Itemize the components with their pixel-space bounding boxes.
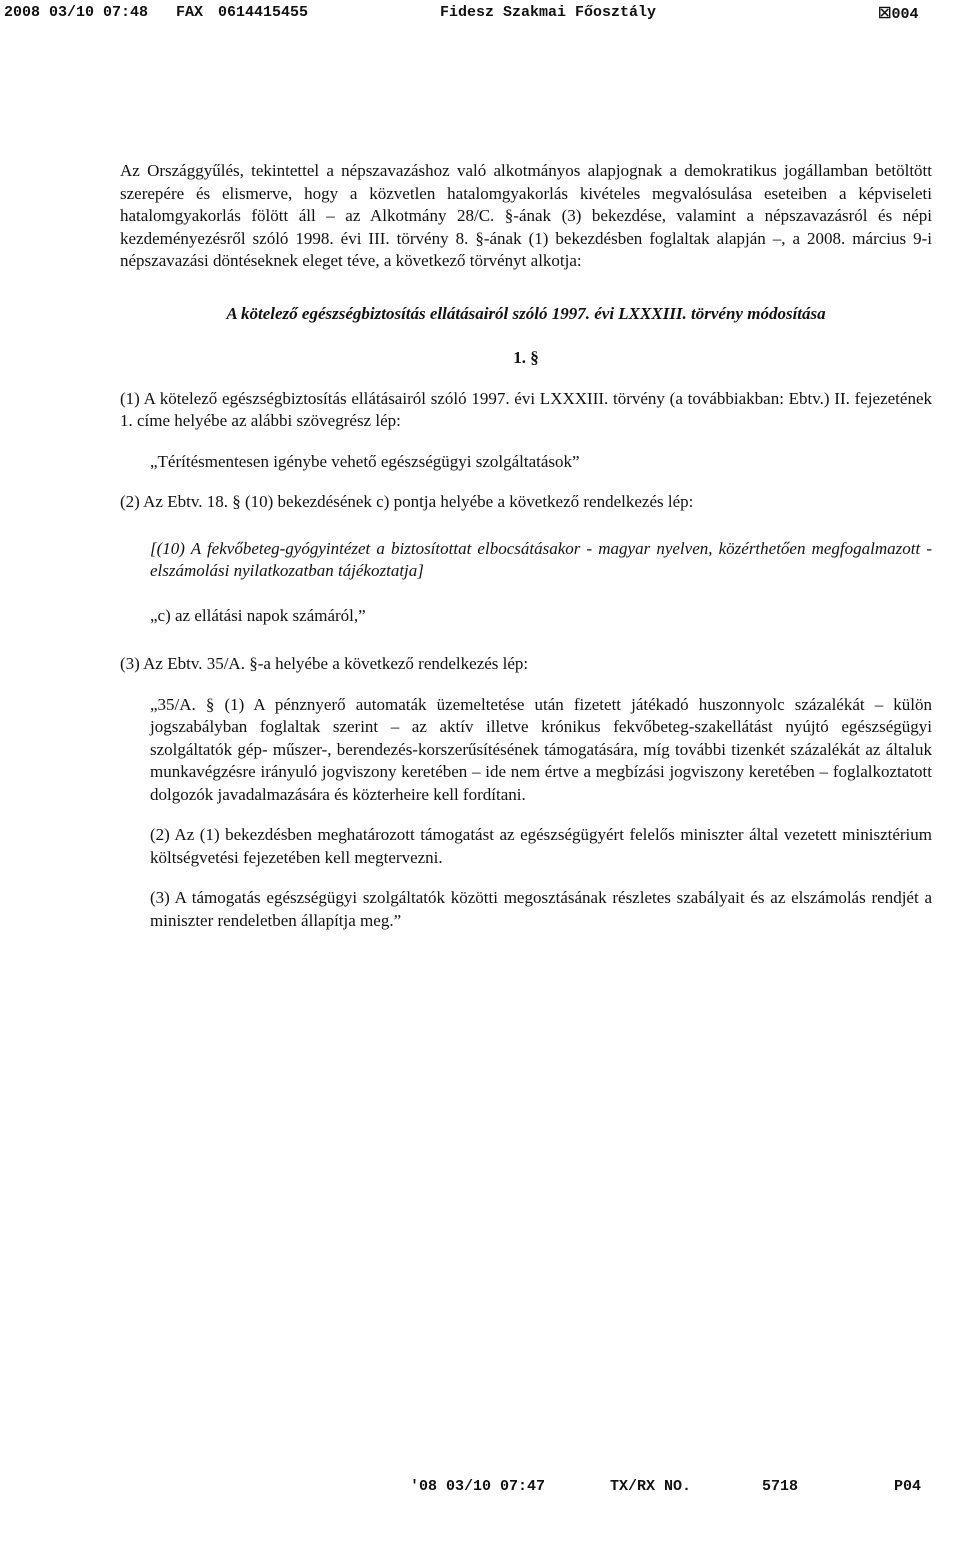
quote-heading-replacement: „Térítésmentesen igénybe vehető egészségügyi szolgáltatások” [150,451,580,471]
paragraph-3: (3) Az Ebtv. 35/A. §-a helyébe a következő rendelkezés lép: [120,654,529,673]
fax-header-page-marker: ☒004 [878,6,919,23]
fax-footer-page: P04 [894,1478,922,1495]
paragraph-2: (2) Az Ebtv. 18. § (10) bekezdésének c) pontja helyébe a következő rendelkezés lép: [120,492,694,511]
paragraph-1: (1) A kötelező egészségbiztosítás ellátásairól szóló 1997. évi LXXXIII. törvény (a továbbiakban: Ebtv.) II. fejezetének 1. címe helyébe az alábbi szövegrész lép: [120,388,932,430]
quote-point-c: „c) az ellátási napok számáról,” [150,605,366,625]
fax-header-sender: Fidesz Szakmai Főosztály [440,4,657,21]
fax-footer-txrx-number: 5718 [762,1478,799,1495]
quote-35a-paragraph-1: „35/A. § (1) A pénznyerő automaták üzemeltetése után fizetett játékadó huszonnyolc százalékát – külön jogszabályban foglaltak szerint – az aktív illetve krónikus fekvőbeteg-szakellátást nyújtó egészségügyi szolgáltatók gép- műszer-, berendezés-korszerűsítésének támogatására, míg további tizenkét százalékát az általuk munkavégzésre irányuló jogviszony keretében – ide nem értve a megbízási jogviszony keretében – foglalkoztatott dolgozók javadalmazására és közterheire kell fordítani. [150,694,932,804]
fax-footer-datetime: '08 03/10 07:47 [410,1478,546,1495]
fax-header-fax-number: 0614415455 [218,4,309,21]
quote-italic-context: [(10) A fekvőbeteg-gyógyintézet a biztosítottat elbocsátásakor - magyar nyelven, közérthetően megfogalmazott - elszámolási nyilatkozatban tájékoztatja] [150,538,932,580]
fax-footer [0,1478,960,1504]
fax-header-fax-label: FAX [176,4,204,21]
document-title: A kötelező egészségbiztosítás ellátásairól szóló 1997. évi LXXXIII. törvény módosítása [226,303,826,323]
quote-35a-paragraph-3: (3) A támogatás egészségügyi szolgáltatók közötti megosztásának részletes szabályait és az elszámolás rendjét a miniszter rendeletben állapítja meg.” [150,888,932,930]
fax-header-datetime: 2008 03/10 07:48 [4,4,149,21]
preamble-paragraph: Az Országgyűlés, tekintettel a népszavazáshoz való alkotmányos alapjognak a demokratikus jogállamban betöltött szerepére és elismerve, hogy a közvetlen hatalomgyakorlás kivételes megvalósulása eseteiben a képviseleti hatalomgyakorlás fölött áll – az Alkotmány 28/C. §-ának (3) bekezdése, valamint a népszavazásról és népi kezdeményezésről szóló 1998. évi III. törvény 8. §-ának (1) bekezdésben foglaltak alapján –, a 2008. március 9-i népszavazási döntéseknek eleget téve, a következő törvényt alkotja: [120,161,932,270]
fax-footer-txrx-label: TX/RX NO. [610,1478,692,1495]
fax-header [0,0,960,28]
section-number: 1. § [513,348,539,367]
quote-35a-paragraph-2: (2) Az (1) bekezdésben meghatározott támogatást az egészségügyért felelős miniszter által vezetett minisztérium költségvetési fejezetében kell megtervezni. [150,825,932,867]
document-body [120,160,932,932]
